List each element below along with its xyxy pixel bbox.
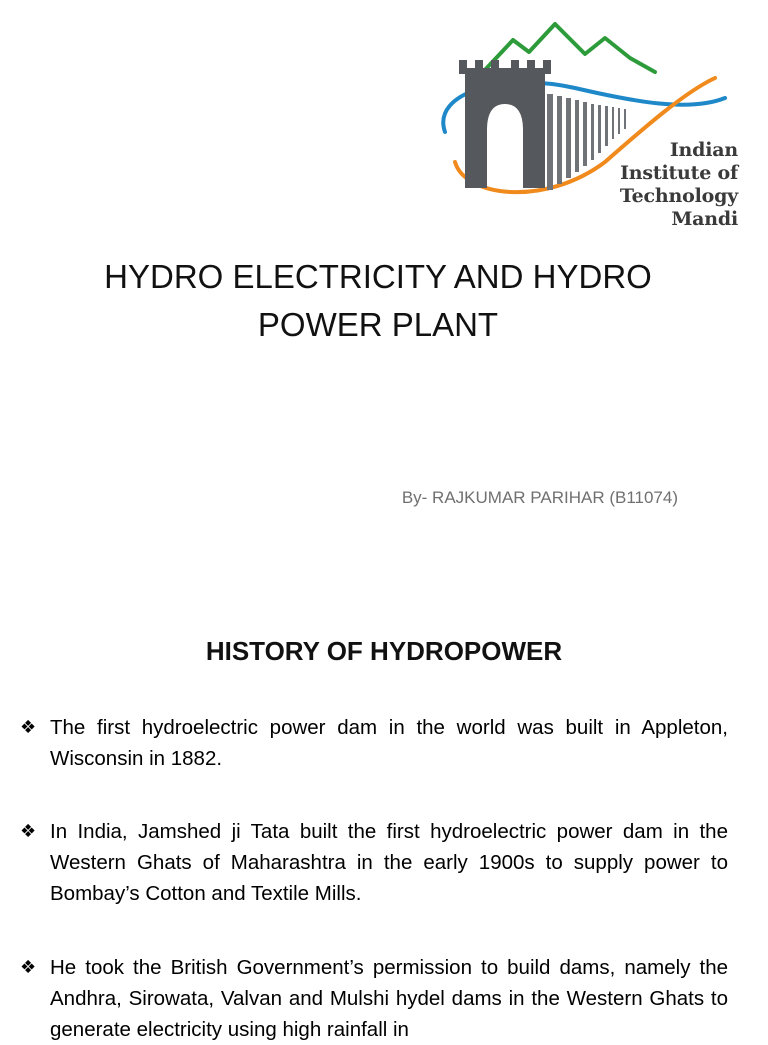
logo-text-line: Institute of bbox=[620, 162, 738, 184]
bullet-text: In India, Jamshed ji Tata built the first hydroelectric power dam in the Western Ghats of Maharashtra in the early 1900s to supply power to Bombay’s Cotton and Textile Mills. bbox=[50, 820, 728, 905]
title-line-1: HYDRO ELECTRICITY AND HYDRO bbox=[104, 258, 652, 295]
bullet-text: He took the British Government’s permission to build dams, namely the Andhra, Sirowata, Valvan and Mulshi hydel dams in the Western Ghats to generate electricity using high rainfall in bbox=[50, 956, 728, 1041]
diamond-bullet-icon: ❖ bbox=[20, 957, 37, 977]
diamond-bullet-icon: ❖ bbox=[20, 717, 37, 737]
logo-wordmark bbox=[620, 139, 738, 231]
history-slide bbox=[0, 600, 768, 1041]
slide-heading: HISTORY OF HYDROPOWER bbox=[205, 636, 563, 666]
bullet-text: The first hydroelectric power dam in the world was built in Appleton, Wisconsin in 1882. bbox=[50, 716, 728, 770]
logo-text-line: Mandi bbox=[671, 208, 738, 230]
iit-mandi-logo bbox=[425, 12, 750, 242]
slide-title bbox=[60, 253, 696, 349]
title-line-2: POWER PLANT bbox=[257, 306, 499, 343]
author-byline: By- RAJKUMAR PARIHAR (B11074) bbox=[401, 488, 678, 507]
diamond-bullet-icon: ❖ bbox=[20, 821, 37, 841]
logo-text-line: Indian bbox=[669, 139, 738, 161]
logo-text-line: Technology bbox=[619, 185, 738, 207]
